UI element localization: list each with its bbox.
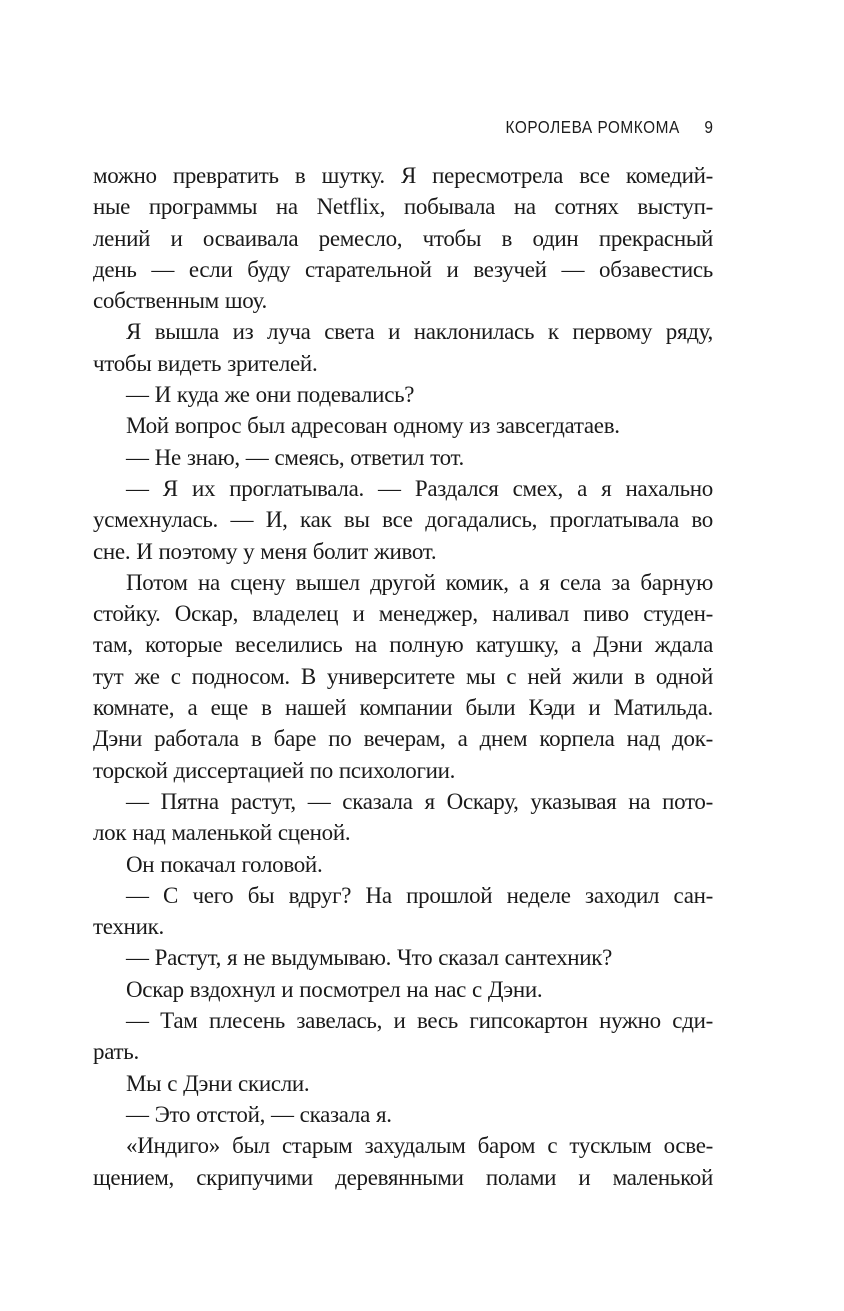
text-line: «Индиго» был старым захудалым баром с тусклым осве- (126, 1133, 713, 1159)
text-line: Оскар вздохнул и посмотрел на нас с Дэни. (126, 976, 543, 1002)
text-line: можно превратить в шутку. Я пересмотрела все комедий- (93, 163, 713, 188)
text-line: день — если буду старательной и везучей — обзавестись (93, 256, 713, 282)
text-line: сне. И поэтому у меня болит живот. (93, 538, 437, 564)
text-line: — Пятна растут, — сказала я Оскару, указывая на пото- (126, 788, 713, 814)
text-line: щением, скрипучими деревянными полами и маленькой (93, 1164, 713, 1190)
text-line: техник. (93, 914, 164, 940)
text-line: — Не знаю, — смеясь, ответил тот. (126, 444, 464, 470)
text-line: — Я их проглатывала. — Раздался смех, а я нахально (126, 475, 713, 501)
text-line: Мы с Дэни скисли. (126, 1070, 310, 1096)
page-number: 9 (704, 117, 713, 137)
text-line: — С чего бы вдруг? На прошлой неделе заходил сан- (126, 882, 713, 908)
text-line: собственным шоу. (93, 288, 267, 314)
text-line: — И куда же они подевались? (126, 382, 415, 408)
text-line: тут же с подносом. В университете мы с ней жили в одной (93, 663, 713, 689)
text-line: — Там плесень завелась, и весь гипсокартон нужно сди- (126, 1008, 713, 1034)
text-line: там, которые веселились на полную катушку, а Дэни ждала (93, 632, 713, 658)
text-line: рать. (93, 1039, 139, 1065)
text-line: чтобы видеть зрителей. (93, 350, 318, 376)
text-line: Мой вопрос был адресован одному из завсегдатаев. (126, 413, 620, 439)
page-text (93, 160, 713, 1193)
text-line: Я вышла из луча света и наклонилась к первому ряду, (126, 319, 713, 345)
text-line: Дэни работала в баре по вечерам, а днем корпела над док- (93, 726, 713, 752)
text-line: стойку. Оскар, владелец и менеджер, наливал пиво студен- (93, 601, 713, 627)
text-line: усмехнулась. — И, как вы все догадались, проглатывала во (93, 507, 713, 533)
running-header (167, 117, 713, 138)
text-line: — Это отстой, — сказала я. (126, 1101, 392, 1127)
text-line: торской диссертацией по психологии. (93, 757, 456, 783)
text-line: — Растут, я не выдумываю. Что сказал сантехник? (126, 945, 613, 971)
running-title: КОРОЛЕВА РОМКОМА (505, 117, 680, 137)
text-line: ные программы на Netflix, побывала на сотнях выступ- (93, 194, 713, 220)
text-line: лений и осваивала ремесло, чтобы в один прекрасный (93, 225, 713, 251)
text-line: лок над маленькой сценой. (93, 820, 351, 846)
text-line: Потом на сцену вышел другой комик, а я села за барную (126, 569, 713, 595)
text-line: комнате, а еще в нашей компании были Кэди и Матильда. (93, 695, 713, 721)
text-line: Он покачал головой. (126, 851, 323, 877)
